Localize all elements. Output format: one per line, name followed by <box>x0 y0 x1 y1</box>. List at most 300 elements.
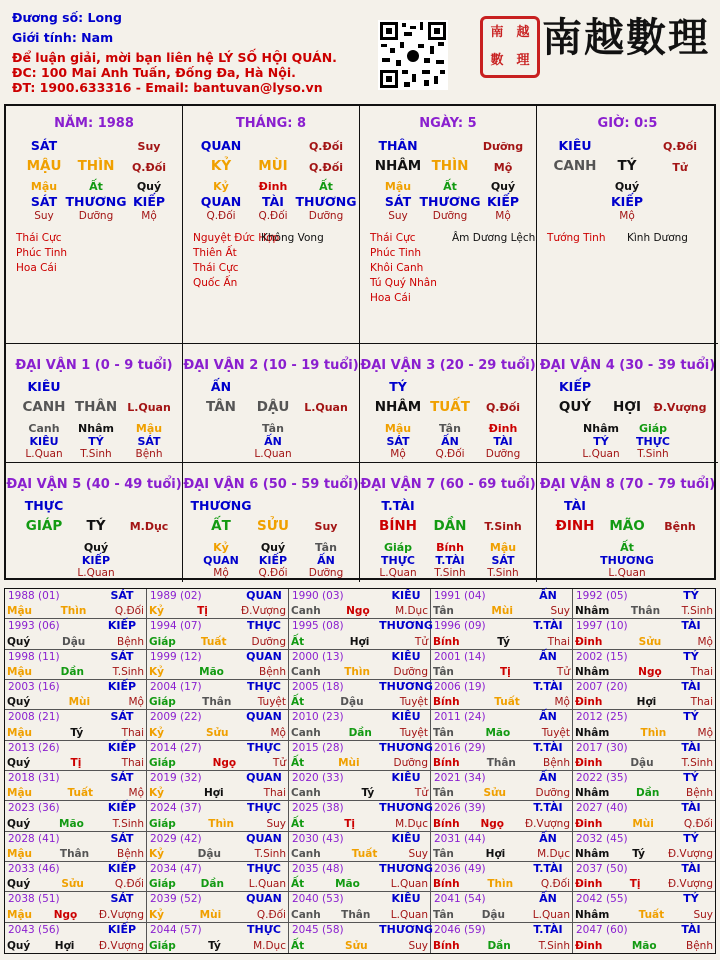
year-label: 1991 (04) <box>434 590 486 602</box>
year-state: Bệnh <box>117 848 144 860</box>
year-cell <box>5 862 147 892</box>
year-cell <box>5 589 147 619</box>
year-god: KIẾP <box>107 619 137 633</box>
year-row <box>575 727 713 739</box>
year-row <box>433 878 570 890</box>
year-cell <box>431 801 573 831</box>
year-row <box>433 666 570 678</box>
year-branch: Thân <box>202 696 232 709</box>
year-stem: Tân <box>433 726 454 739</box>
year-row <box>575 848 713 860</box>
year-row <box>7 878 144 890</box>
dai-van-hidden-god: QUAN <box>203 554 239 567</box>
year-row <box>575 787 713 799</box>
dai-van-hidden-god: KIẾP <box>258 554 288 567</box>
year-state: L.Quan <box>532 908 570 921</box>
year-branch: Ngọ <box>638 666 662 678</box>
hidden-stem: Kỷ <box>213 180 229 193</box>
year-cell <box>573 923 715 953</box>
year-branch: Tuất <box>200 635 227 648</box>
contact-invite: Để luận giải, mời bạn liên hệ LÝ SỐ HỘI QUÁN. <box>12 50 337 65</box>
year-branch: Mùi <box>68 696 91 709</box>
dai-van-state: L.Quan <box>304 401 348 414</box>
dai-van-hidden-state: L.Quan <box>25 448 63 460</box>
qr-code-icon <box>378 20 448 90</box>
year-god: QUAN <box>246 649 282 663</box>
pillar-branch: THÌN <box>431 158 469 174</box>
hidden-state: Suy <box>388 210 408 222</box>
year-label: 2000 (13) <box>292 650 344 663</box>
year-branch: Tuất <box>494 696 520 709</box>
year-god: THỰC <box>247 740 281 754</box>
year-cell <box>289 650 431 680</box>
year-label: 2024 (37) <box>150 802 202 815</box>
dai-van-title: ĐẠI VẬN 8 (70 - 79 tuổi) <box>539 477 716 492</box>
pillar-god-top: KIÊU <box>558 138 592 153</box>
year-god: ẤN <box>539 649 557 663</box>
year-branch: Mão <box>631 940 657 952</box>
hidden-state: Q.Đối <box>258 210 288 222</box>
year-label: 2032 (45) <box>576 832 628 845</box>
year-god: TÀI <box>681 680 701 693</box>
year-god: TÀI <box>681 619 701 633</box>
year-stem: Đinh <box>575 757 603 769</box>
hidden-stem: Quý <box>490 180 516 193</box>
year-state: Suy <box>693 908 713 921</box>
dai-van-branch: TUẤT <box>430 399 470 415</box>
year-cell <box>289 832 431 862</box>
year-label: 2011 (24) <box>434 711 486 724</box>
year-row <box>575 605 713 617</box>
year-god: T.TÀI <box>533 922 563 936</box>
pillar-state: Q.Đối <box>131 161 167 174</box>
year-god: TÝ <box>683 589 699 602</box>
year-state: Mộ <box>270 726 286 739</box>
year-label: 1996 (09) <box>434 620 486 633</box>
year-god: TÝ <box>683 710 699 724</box>
year-row <box>575 818 713 830</box>
year-cell <box>431 892 573 922</box>
year-stem: Bính <box>433 696 460 709</box>
year-cell <box>573 650 715 680</box>
year-god: KIÊU <box>391 831 421 845</box>
dai-van-stem: BÍNH <box>379 518 417 534</box>
dai-van-stem: ĐINH <box>555 518 595 534</box>
year-god: TÝ <box>683 771 699 784</box>
year-stem: Mậu <box>7 787 33 800</box>
year-branch: Thìn <box>487 878 514 891</box>
year-cell <box>5 680 147 710</box>
year-row <box>149 757 286 769</box>
year-cell <box>147 862 289 892</box>
year-state: Suy <box>266 817 286 830</box>
phone-email: ĐT: 1900.633316 - Email: bantuvan@lyso.vn <box>12 80 323 95</box>
year-cell <box>147 892 289 922</box>
year-branch: Mão <box>199 666 224 678</box>
year-label: 2041 (54) <box>434 893 486 906</box>
year-state: L.Quan <box>390 908 428 921</box>
year-label: 2036 (49) <box>434 863 486 875</box>
year-cell <box>431 832 573 862</box>
year-label: 1995 (08) <box>292 620 344 633</box>
year-state: Đ.Vượng <box>98 908 144 921</box>
year-branch: Ngọ <box>53 908 78 921</box>
year-state: T.Sinh <box>681 605 713 618</box>
dai-van-hidden: Kỷ <box>213 541 229 554</box>
year-branch: Thân <box>630 605 661 618</box>
year-god: SÁT <box>110 710 134 724</box>
year-state: Bệnh <box>686 940 713 952</box>
star-item: Thái Cực <box>16 232 62 244</box>
brand-logo: 南越數理 <box>542 14 710 61</box>
year-cell <box>5 832 147 862</box>
year-row <box>291 757 428 769</box>
seal-char: 南 <box>490 25 504 40</box>
year-branch: Hợi <box>349 635 370 648</box>
year-branch: Mùi <box>338 757 360 769</box>
year-branch: Tị <box>629 878 641 891</box>
year-stem: Kỷ <box>149 605 164 618</box>
year-state: Đ.Vượng <box>667 878 713 891</box>
year-label: 2012 (25) <box>576 711 628 724</box>
star-item: Nguyệt Đức Hợp <box>193 232 280 244</box>
year-label: 2004 (17) <box>150 681 202 693</box>
star-item: Khôi Canh <box>370 262 424 274</box>
year-label: 2021 (34) <box>434 772 486 784</box>
year-state: Đ.Vượng <box>240 605 286 618</box>
year-god: THƯƠNG <box>379 922 433 936</box>
year-stem: Bính <box>433 817 460 830</box>
dai-van-hidden: Giáp <box>638 422 668 435</box>
year-stem: Quý <box>7 817 31 830</box>
year-row <box>575 909 713 921</box>
seal-char: 越 <box>516 25 530 40</box>
dai-van-hidden-state: Bệnh <box>135 448 163 460</box>
dai-van-god: ẤN <box>210 379 232 394</box>
year-state: Thai <box>121 757 144 769</box>
year-row <box>7 818 144 830</box>
year-row <box>149 696 286 708</box>
year-cell <box>5 892 147 922</box>
year-stem: Quý <box>7 940 31 952</box>
year-stem: Giáp <box>149 817 176 830</box>
hidden-state: Mộ <box>495 210 511 222</box>
year-label: 1999 (12) <box>150 650 202 663</box>
year-state: Thai <box>690 696 713 709</box>
year-branch: Tị <box>344 817 355 830</box>
year-cell <box>431 741 573 771</box>
year-state: Đ.Vượng <box>98 940 144 952</box>
dai-van-hidden-god: THƯƠNG <box>600 554 654 567</box>
year-label: 2005 (18) <box>292 681 344 693</box>
star-item: Thái Cực <box>370 232 416 244</box>
dai-van-state: Bệnh <box>664 520 696 533</box>
hidden-state: Q.Đối <box>206 210 236 222</box>
dai-van-hidden-state: L.Quan <box>608 567 646 579</box>
year-row <box>291 848 428 860</box>
year-row <box>291 636 428 648</box>
year-stem: Canh <box>291 908 321 921</box>
hidden-stem: Ất <box>319 180 333 193</box>
star-item: Thái Cực <box>193 262 239 274</box>
hidden-stem: Mậu <box>384 180 412 193</box>
year-stem: Giáp <box>149 635 176 648</box>
dai-van-title: ĐẠI VẬN 2 (10 - 19 tuổi) <box>183 358 359 373</box>
year-cell <box>147 771 289 801</box>
year-god: THỰC <box>247 922 281 936</box>
year-state: Đ.Vượng <box>524 817 570 830</box>
year-state: Dưỡng <box>393 666 428 678</box>
star-item: Hoa Cái <box>370 292 411 304</box>
year-stem: Mậu <box>7 908 33 921</box>
year-branch: Sửu <box>61 878 84 891</box>
year-label: 2013 (26) <box>8 741 60 754</box>
pillar-top-state: Dưỡng <box>482 140 524 153</box>
year-cell <box>431 680 573 710</box>
year-state: Bệnh <box>259 666 286 678</box>
year-row <box>7 666 144 678</box>
year-state: Q.Đối <box>114 605 144 618</box>
hidden-god: THƯƠNG <box>295 194 357 209</box>
year-label: 2014 (27) <box>150 741 202 754</box>
year-branch: Sửu <box>483 787 506 800</box>
year-cell <box>431 923 573 953</box>
year-state: Dưỡng <box>393 757 428 769</box>
year-label: 2027 (40) <box>576 802 628 815</box>
year-cell <box>147 589 289 619</box>
year-god: KIẾP <box>107 680 137 693</box>
year-state: Thai <box>121 726 144 739</box>
dai-van-hidden: Canh <box>28 422 60 435</box>
year-label: 2020 (33) <box>292 772 344 784</box>
dai-van-hidden: Mậu <box>135 422 163 435</box>
dai-van-state: L.Quan <box>127 401 171 414</box>
year-stem: Bính <box>433 878 460 891</box>
star-item-right: Âm Dương Lệch <box>452 232 536 244</box>
year-row <box>433 909 570 921</box>
dai-van-title: ĐẠI VẬN 6 (50 - 59 tuổi) <box>183 477 359 492</box>
year-row <box>149 848 286 860</box>
dai-van-hidden-state: Dưỡng <box>485 448 521 460</box>
year-stem: Tân <box>433 848 454 860</box>
seal-stamp <box>480 16 540 78</box>
year-god: ẤN <box>539 589 557 602</box>
dai-van-title: ĐẠI VẬN 5 (40 - 49 tuổi) <box>6 477 182 492</box>
year-label: 2026 (39) <box>434 802 486 815</box>
year-label: 2043 (56) <box>8 923 60 936</box>
year-row <box>149 636 286 648</box>
pillar-top-state: Suy <box>137 140 161 153</box>
dai-van-stem: GIÁP <box>25 518 63 534</box>
year-god: KIẾP <box>107 740 137 754</box>
year-cell <box>147 619 289 649</box>
year-cell <box>289 589 431 619</box>
year-stem: Canh <box>291 605 321 618</box>
year-cell <box>573 801 715 831</box>
year-label: 2022 (35) <box>576 772 628 784</box>
dai-van-hidden-god: TÝ <box>88 435 104 448</box>
dai-van-god: THỰC <box>24 498 64 513</box>
year-god: ẤN <box>539 710 557 724</box>
year-branch: Tý <box>208 940 221 952</box>
seal-char: 理 <box>516 53 530 68</box>
year-cell <box>289 801 431 831</box>
year-label: 1997 (10) <box>576 620 628 633</box>
year-branch: Sửu <box>638 635 662 648</box>
year-stem: Giáp <box>149 757 176 769</box>
year-row <box>575 940 713 952</box>
dai-van-stem: ẤT <box>211 518 231 534</box>
year-branch: Thân <box>341 908 371 921</box>
year-cell <box>431 619 573 649</box>
pillar-title: THÁNG: 8 <box>235 116 307 131</box>
year-state: Tử <box>272 757 286 769</box>
hidden-god: THƯƠNG <box>419 194 481 209</box>
dai-van-branch: SỬU <box>257 518 289 534</box>
year-row <box>7 787 144 799</box>
pillar-god-top: THÂN <box>378 138 418 153</box>
hidden-god: SÁT <box>30 194 58 209</box>
year-god: QUAN <box>246 892 282 906</box>
dai-van-hidden: Bính <box>436 541 464 554</box>
year-god: KIÊU <box>391 649 421 663</box>
pillar-title: GIỜ: 0:5 <box>597 116 658 131</box>
year-label: 2046 (59) <box>434 923 486 936</box>
year-cell <box>431 862 573 892</box>
year-state: T.Sinh <box>112 817 144 830</box>
dai-van-hidden-state: Mộ <box>213 567 229 579</box>
year-stem: Quý <box>7 757 31 769</box>
year-label: 2031 (44) <box>434 832 486 845</box>
dai-van-hidden: Tân <box>439 422 461 435</box>
dai-van-title: ĐẠI VẬN 3 (20 - 29 tuổi) <box>360 358 536 373</box>
year-cell <box>573 589 715 619</box>
year-cell <box>431 650 573 680</box>
year-stem: Tân <box>433 787 454 800</box>
year-state: T.Sinh <box>254 848 286 860</box>
year-state: Mộ <box>128 696 144 709</box>
hidden-god: THƯƠNG <box>65 194 127 209</box>
year-god: THƯƠNG <box>379 801 433 815</box>
hidden-stem: Mậu <box>30 180 58 193</box>
dai-van-hidden-god: ẤN <box>317 554 335 567</box>
year-branch: Ngọ <box>346 605 370 618</box>
year-row <box>433 757 570 769</box>
year-god: SÁT <box>110 892 134 906</box>
pillar-stem: NHÂM <box>374 158 422 174</box>
year-stem: Ất <box>291 878 305 891</box>
dai-van-hidden-god: ẤN <box>264 435 282 448</box>
year-label: 1993 (06) <box>8 620 60 633</box>
year-cell <box>289 892 431 922</box>
year-row <box>575 666 713 678</box>
year-stem: Tân <box>433 605 454 618</box>
year-cell <box>5 650 147 680</box>
year-stem: Quý <box>7 635 31 648</box>
year-god: THƯƠNG <box>379 680 433 693</box>
year-stem: Ất <box>291 635 305 648</box>
year-cell <box>5 741 147 771</box>
year-stem: Canh <box>291 666 321 678</box>
year-god: KIÊU <box>391 589 421 602</box>
year-cell <box>573 680 715 710</box>
dai-van-hidden-god: KIÊU <box>29 435 59 448</box>
year-row <box>433 636 570 648</box>
hidden-god: SÁT <box>384 194 412 209</box>
hidden-god: KIẾP <box>132 194 166 209</box>
year-cell <box>5 801 147 831</box>
dai-van-hidden-state: Q.Đối <box>258 567 288 579</box>
pillar-title: NĂM: 1988 <box>54 116 134 131</box>
star-item: Thiên Ất <box>193 247 237 259</box>
hidden-stem: Quý <box>136 180 162 193</box>
address: ĐC: 100 Mai Anh Tuấn, Đống Đa, Hà Nội. <box>12 65 296 80</box>
year-label: 2039 (52) <box>150 893 202 906</box>
year-stem: Ất <box>291 817 305 830</box>
year-branch: Hợi <box>54 940 75 952</box>
year-god: T.TÀI <box>533 801 563 815</box>
pillar-top-state: Q.Đối <box>662 140 698 153</box>
year-stem: Nhâm <box>575 908 610 921</box>
dai-van-hidden-god: TÝ <box>593 435 609 448</box>
year-branch: Mùi <box>491 605 513 618</box>
year-cell <box>147 680 289 710</box>
dai-van-branch: TÝ <box>86 518 106 534</box>
hidden-state: Dưỡng <box>308 210 344 222</box>
dai-van-stem: QUÝ <box>558 399 592 415</box>
year-stem: Bính <box>433 757 460 769</box>
year-label: 1989 (02) <box>150 590 202 602</box>
year-state: Tuyệt <box>541 726 570 739</box>
year-god: QUAN <box>246 771 282 784</box>
year-label: 2038 (51) <box>8 893 60 906</box>
year-branch: Dậu <box>61 635 86 648</box>
year-branch: Ngọ <box>480 817 505 830</box>
dai-van-title: ĐẠI VẬN 7 (60 - 69 tuổi) <box>360 477 536 492</box>
dai-van-cell <box>360 344 537 463</box>
year-row <box>291 727 428 739</box>
year-stem: Mậu <box>7 726 33 739</box>
year-label: 2034 (47) <box>150 863 202 875</box>
hidden-state: Dưỡng <box>78 210 114 222</box>
hidden-state: Mộ <box>141 210 157 222</box>
year-god: SÁT <box>110 649 134 663</box>
year-state: Suy <box>550 605 570 618</box>
dai-van-hidden-god: KIẾP <box>81 554 111 567</box>
year-branch: Hợi <box>203 787 224 800</box>
year-label: 2016 (29) <box>434 741 486 754</box>
year-state: Tử <box>556 666 570 678</box>
pillar-cell <box>360 106 537 344</box>
year-row <box>7 696 144 708</box>
pillar-branch: MÙI <box>258 158 288 174</box>
year-row <box>7 757 144 769</box>
year-label: 2030 (43) <box>292 832 344 845</box>
dai-van-state: Đ.Vượng <box>653 401 707 414</box>
year-state: L.Quan <box>248 878 286 891</box>
dai-van-hidden-state: L.Quan <box>77 567 115 579</box>
dai-van-branch: MÃO <box>609 518 645 534</box>
pillar-cell <box>183 106 360 344</box>
year-stem: Giáp <box>149 696 176 709</box>
year-row <box>575 878 713 890</box>
year-branch: Dần <box>487 940 511 952</box>
pillar-cell <box>6 106 183 344</box>
year-branch: Sửu <box>205 726 229 739</box>
dai-van-cell <box>537 344 718 463</box>
year-row <box>291 696 428 708</box>
year-god: TÝ <box>683 649 699 663</box>
